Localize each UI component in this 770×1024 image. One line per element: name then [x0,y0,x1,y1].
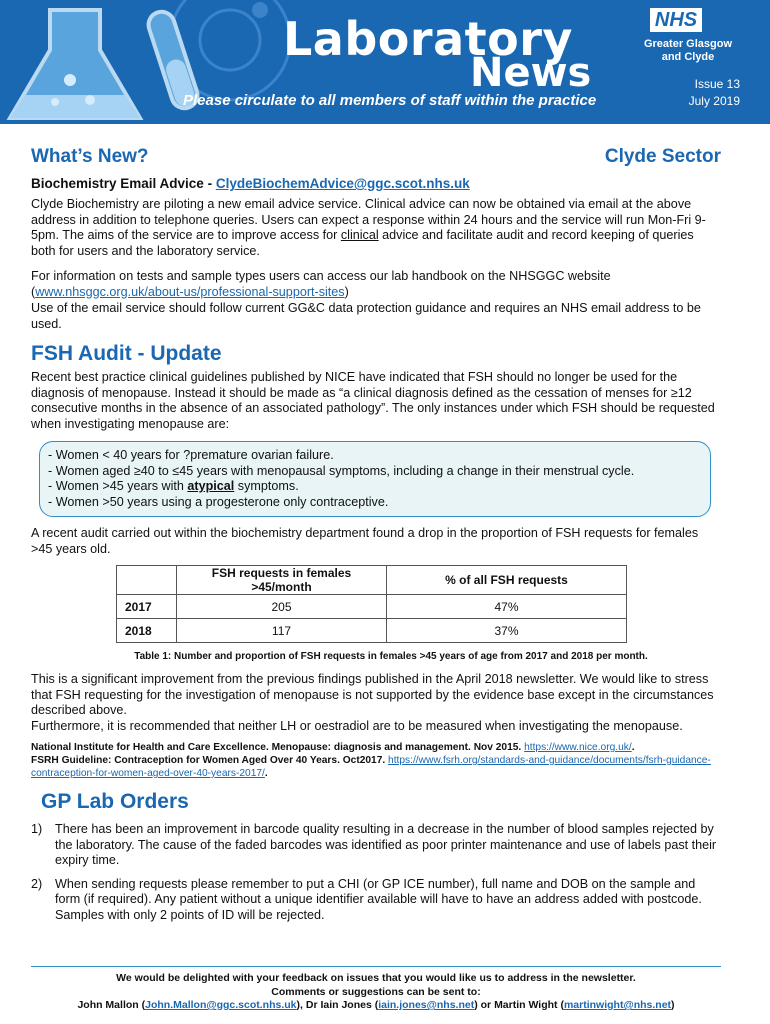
feedback-footer [31,966,721,1013]
table-cell-year: 2018 [117,619,177,643]
table-cell-requests: 117 [177,619,387,643]
handbook-link[interactable]: www.nhsggc.org.uk/about-us/professional-support-sites [35,284,345,299]
audit-paragraph: A recent audit carried out within the biochemistry department found a drop in the proportion of FSH requests for females >45 years old. [31,526,699,556]
contact-email-link[interactable]: John.Mallon@ggc.scot.nhs.uk [145,999,297,1011]
criteria-item: - Women >45 years with atypical symptoms. [48,479,299,493]
email-advice-paragraph: Clyde Biochemistry are piloting a new email advice service. Clinical advice can now be obtained via email at the above address in addition to telephone queries. Users can expect a response within 24 hours and the service will run Mon-Fri 9-5pm. The aims of the service are to improve access for clinical advice and facilitate audit and record keeping of queries both for users and the laboratory service. [31,197,706,258]
table-cell-requests: 205 [177,595,387,619]
list-item: 2) When sending requests please remember to put a CHI (or GP ICE number), full name and DOB on the sample and form (if required). Any patient without a unique identifier available will have to have an address added with postcode. Samples with only 2 points of ID will be rejected. [31,876,702,922]
contact-email-link[interactable]: iain.jones@nhs.net [378,999,475,1011]
section-title-whats-new: What’s New? [31,146,149,167]
table-cell-percent: 47% [387,595,627,619]
fsh-criteria-box [39,441,711,517]
list-item: 1) There has been an improvement in barcode quality resulting in a decrease in the number of blood samples rejected by the laboratory. The cause of the faded barcodes was identified as poor printer maintenance and use of labels past their expiry time. [31,822,717,867]
table-cell-year: 2017 [117,595,177,619]
section-title-gp: GP Lab Orders [41,790,189,813]
improvement-paragraph: This is a significant improvement from the previous findings published in the April 2018 newsletter. We would like to stress that FSH requesting for the investigation of menopause is not supported by the evidence base except in the circumstances described above. [31,672,714,717]
fsh-table [116,565,627,643]
tagline: Please circulate to all members of staff within the practice [183,92,597,109]
feedback-line: We would be delighted with your feedback on issues that you would like us to address in the newsletter. [116,972,636,984]
data-protection-paragraph: Use of the email service should follow current GG&C data protection guidance and requires an NHS email address to be used. [31,301,701,331]
criteria-item: - Women < 40 years for ?premature ovarian failure. [48,448,334,462]
table-row [117,595,627,619]
contact-email-link[interactable]: martinwight@nhs.net [563,999,672,1011]
lh-paragraph: Furthermore, it is recommended that neither LH or oestradiol are to be measured when investigating the menopause. [31,718,683,733]
feedback-contacts-label: Comments or suggestions can be sent to: [271,985,481,998]
issue-date: July 2019 [688,94,740,108]
handbook-paragraph: For information on tests and sample types users can access our lab handbook on the NHSGGC website (www.nhsggc.org.uk/about-us/professional-support-sites) [31,269,611,299]
table-caption: Table 1: Number and proportion of FSH requests in females >45 years of age from 2017 and 2018 per month. [134,651,648,662]
reference-nice: National Institute for Health and Care Excellence. Menopause: diagnosis and management. Nov 2015. https://www.nice.org.uk/. [31,742,635,753]
fsrh-link[interactable]: https://www.fsrh.org/standards-and-guidance/documents/fsrh-guidance-contraception-for-women-aged-over-40-years-2017/ [31,755,711,779]
health-board-name: Greater Glasgow and Clyde [643,38,733,63]
nhs-logo: NHS [650,8,702,32]
newsletter-title-news: News [470,50,592,96]
whats-new-header [31,146,721,168]
criteria-item: - Women >50 years using a progesterone only contraceptive. [48,494,389,509]
section-title-fsh: FSH Audit - Update [31,342,222,365]
references [31,741,721,780]
nice-link[interactable]: https://www.nice.org.uk/ [524,742,632,753]
contact-line: John Mallon (John.Mallon@ggc.scot.nhs.uk), Dr Iain Jones (iain.jones@nhs.net) or Martin Wight (martinwight@nhs.net) [77,999,675,1011]
newsletter-title: Laboratory [283,12,573,66]
column-header: FSH requests in females >45/month [177,566,387,595]
issue-number: Issue 13 [694,77,740,91]
newsletter-body [31,146,721,923]
table-row [117,619,627,643]
sector-label: Clyde Sector [604,146,721,167]
email-advice-subheading: Biochemistry Email Advice - ClydeBiochemAdvice@ggc.scot.nhs.uk [31,176,470,191]
header-banner [0,0,770,124]
fsh-intro: Recent best practice clinical guidelines published by NICE have indicated that FSH should no longer be used for the diagnosis of menopause. Instead it should be made as “a clinical diagnosis defined as the cessation of menses for ≥12 consecutive months in the absence of an associated pathology”. The only instances under which FSH should be requested when investigating menopause are: [31,370,715,431]
issue-info [689,76,740,110]
reference-fsrh: FSRH Guideline: Contraception for Women Aged Over 40 Years. Oct2017. https://www.fsrh.org/standards-and-guidance/documents/fsrh-guidance-contraception-for-women-aged-over-40-years-2017/. [31,755,711,779]
table-header-row [117,566,627,595]
column-header: % of all FSH requests [387,566,627,595]
gp-list [31,822,721,923]
biochem-email-link[interactable]: ClydeBiochemAdvice@ggc.scot.nhs.uk [215,176,470,191]
table-cell-percent: 37% [387,619,627,643]
criteria-item: - Women aged ≥40 to ≤45 years with menopausal symptoms, including a change in their menstrual cycle. [48,463,635,478]
